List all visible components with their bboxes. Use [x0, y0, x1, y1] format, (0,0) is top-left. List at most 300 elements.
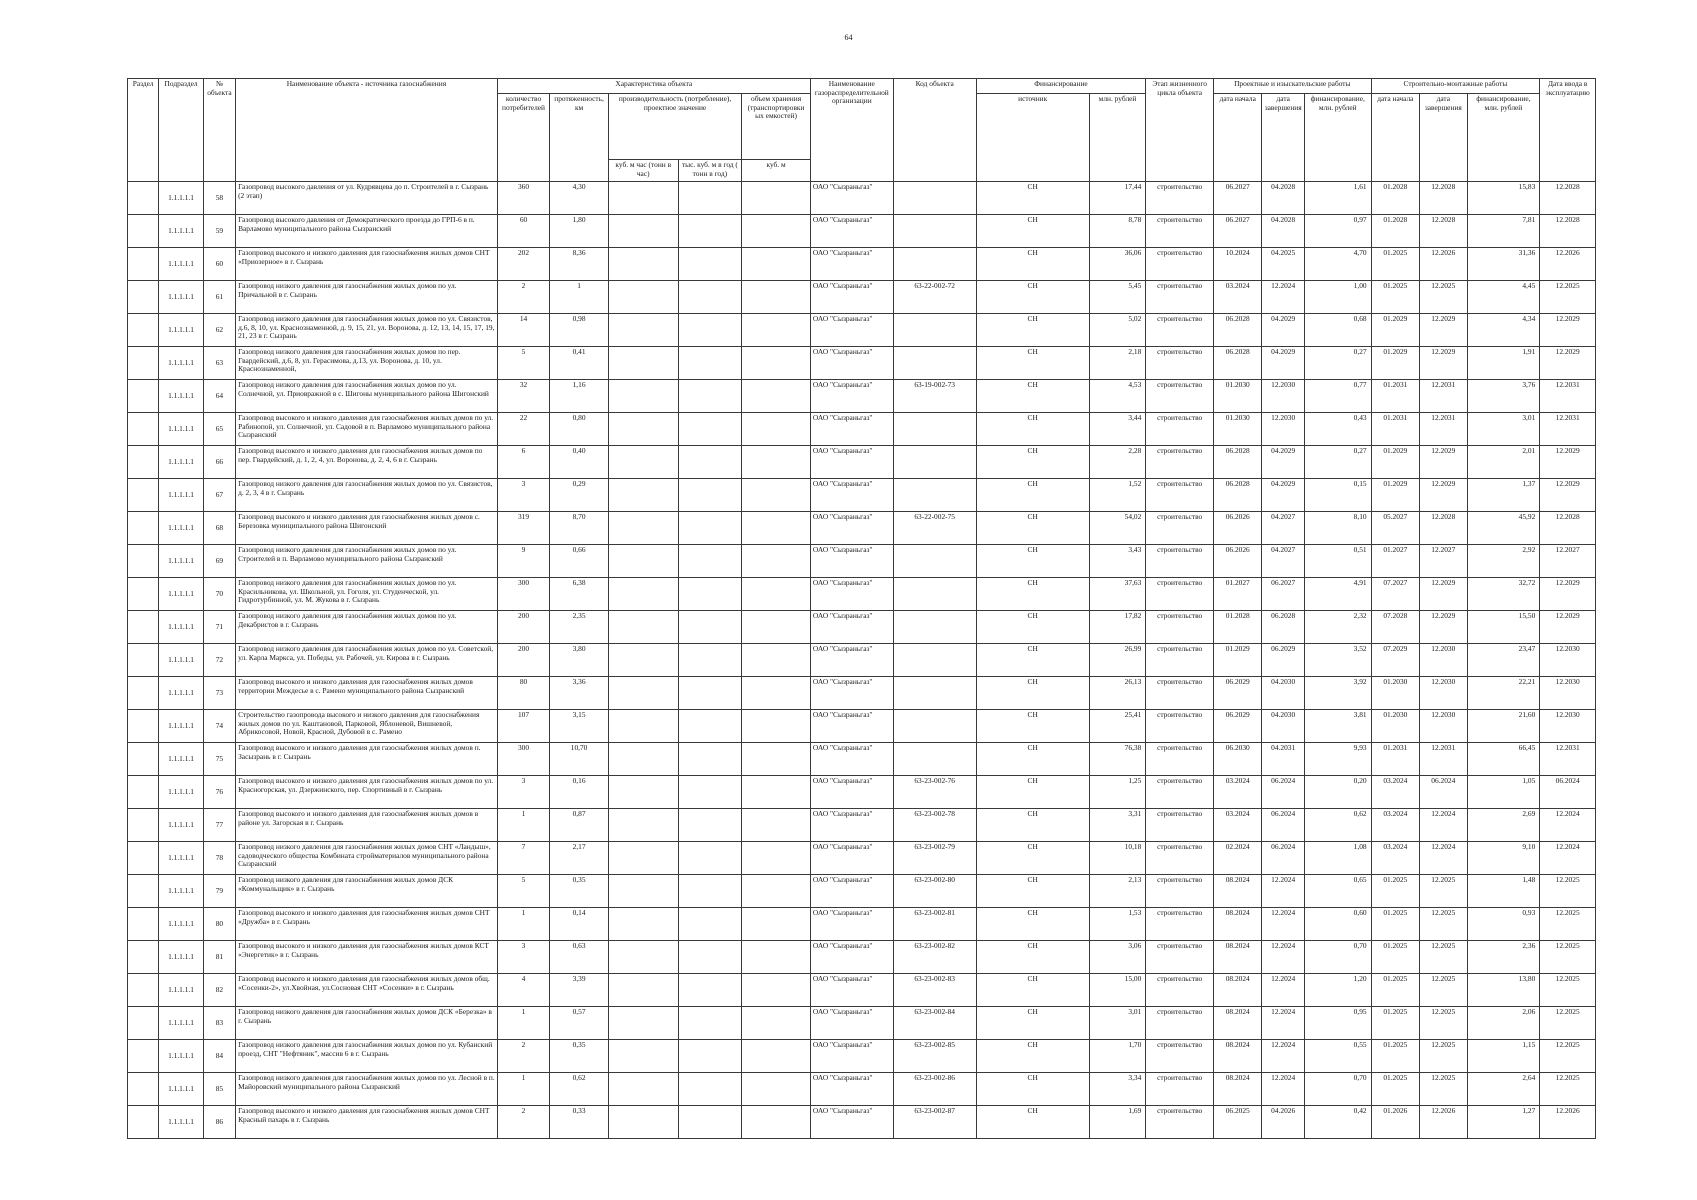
cell-d_fin: 1,08: [1304, 842, 1371, 875]
cell-empty: [128, 644, 159, 677]
cell-mln: 8,78: [1089, 215, 1146, 248]
cell-num: 69: [203, 545, 235, 578]
cell-consumers: 5: [497, 875, 550, 908]
cell-mln: 1,52: [1089, 479, 1146, 512]
cell-consumers: 80: [497, 677, 550, 710]
cell-code: 63-23-002-78: [893, 809, 976, 842]
cell-sub: 1.1.1.1.1: [159, 611, 203, 644]
cell-empty: [742, 974, 811, 1007]
cell-code: 63-23-002-83: [893, 974, 976, 1007]
cell-name: Газопровод высокого и низкого давления для газоснабжения жилых домов КСТ «Энергетик» в г. Сызрань: [236, 941, 498, 974]
cell-d_fin: 3,52: [1304, 644, 1371, 677]
cell-empty: [608, 809, 678, 842]
cell-empty: [128, 611, 159, 644]
cell-name: Строительство газопровода высокого и низкого давления для газоснабжения жилых домов по ул. Каштановой, Парковой, Яблоневой, Вишневой, Абрикосовой, Новой, Красной, Дубовой в с. Рамено: [236, 710, 498, 743]
cell-c_fin: 15,83: [1467, 182, 1540, 215]
cell-c_end: 12.2029: [1420, 446, 1467, 479]
cell-source: СН: [976, 1073, 1089, 1106]
cell-c_start: 03.2024: [1371, 776, 1419, 809]
cell-empty: [608, 182, 678, 215]
cell-length: 0,87: [550, 809, 609, 842]
cell-stage: строительство: [1146, 281, 1214, 314]
cell-num: 82: [203, 974, 235, 1007]
cell-org: ОАО "Сызраньгаз": [810, 776, 893, 809]
cell-num: 76: [203, 776, 235, 809]
cell-sub: 1.1.1.1.1: [159, 974, 203, 1007]
cell-org: ОАО "Сызраньгаз": [810, 908, 893, 941]
cell-code: [893, 347, 976, 380]
cell-c_start: 01.2026: [1371, 1106, 1419, 1139]
cell-num: 70: [203, 578, 235, 611]
cell-stage: строительство: [1146, 710, 1214, 743]
cell-c_end: 12.2026: [1420, 248, 1467, 281]
cell-d_fin: 0,65: [1304, 875, 1371, 908]
cell-source: СН: [976, 578, 1089, 611]
cell-empty: [128, 974, 159, 1007]
cell-empty: [128, 182, 159, 215]
table-row: [128, 677, 1596, 710]
cell-empty: [128, 347, 159, 380]
col-design-end: дата завершения: [1262, 94, 1304, 182]
cell-name: Газопровод низкого давления для газоснабжения жилых домов по ул. Связистов, д.6, 8, 10, ул. Краснознаменной, д. 9, 15, 21, ул. Воронова, д. 12, 13, 14, 15, 17, 19, 21, 23 в г. Сызрань: [236, 314, 498, 347]
cell-source: СН: [976, 974, 1089, 1007]
cell-code: 63-23-002-81: [893, 908, 976, 941]
cell-stage: строительство: [1146, 512, 1214, 545]
table-row: [128, 281, 1596, 314]
cell-empty: [742, 809, 811, 842]
cell-c_fin: 2,36: [1467, 941, 1540, 974]
cell-c_fin: 2,64: [1467, 1073, 1540, 1106]
cell-stage: строительство: [1146, 776, 1214, 809]
cell-c_end: 12.2028: [1420, 182, 1467, 215]
cell-c_start: 01.2028: [1371, 182, 1419, 215]
cell-d_end: 04.2029: [1262, 314, 1304, 347]
cell-stage: строительство: [1146, 446, 1214, 479]
cell-empty: [678, 446, 742, 479]
col-code: Код объекта: [893, 79, 976, 182]
cell-d_end: 12.2030: [1262, 413, 1304, 446]
cell-empty: [128, 446, 159, 479]
cell-commission: 12.2031: [1540, 413, 1596, 446]
cell-mln: 5,02: [1089, 314, 1146, 347]
cell-num: 62: [203, 314, 235, 347]
cell-num: 83: [203, 1007, 235, 1040]
cell-name: Газопровод низкого давления для газоснабжения жилых домов ДСК «Березка» в г. Сызрань: [236, 1007, 498, 1040]
cell-code: [893, 413, 976, 446]
cell-empty: [128, 908, 159, 941]
cell-org: ОАО "Сызраньгаз": [810, 1040, 893, 1073]
cell-empty: [608, 479, 678, 512]
cell-d_fin: 1,00: [1304, 281, 1371, 314]
cell-length: 0,14: [550, 908, 609, 941]
cell-commission: 12.2029: [1540, 347, 1596, 380]
cell-c_start: 01.2025: [1371, 974, 1419, 1007]
cell-d_fin: 2,32: [1304, 611, 1371, 644]
cell-length: 0,40: [550, 446, 609, 479]
cell-empty: [678, 677, 742, 710]
cell-d_end: 06.2024: [1262, 842, 1304, 875]
cell-code: 63-23-002-87: [893, 1106, 976, 1139]
cell-commission: 12.2028: [1540, 182, 1596, 215]
cell-commission: 12.2025: [1540, 941, 1596, 974]
cell-consumers: 1: [497, 1073, 550, 1106]
cell-empty: [742, 644, 811, 677]
cell-org: ОАО "Сызраньгаз": [810, 380, 893, 413]
cell-d_end: 12.2030: [1262, 380, 1304, 413]
cell-c_start: 01.2028: [1371, 215, 1419, 248]
cell-num: 71: [203, 611, 235, 644]
cell-num: 86: [203, 1106, 235, 1139]
cell-mln: 4,53: [1089, 380, 1146, 413]
cell-org: ОАО "Сызраньгаз": [810, 974, 893, 1007]
cell-sub: 1.1.1.1.1: [159, 1106, 203, 1139]
cell-empty: [742, 710, 811, 743]
cell-code: [893, 479, 976, 512]
cell-commission: 12.2031: [1540, 743, 1596, 776]
col-characteristics: Характеристика объекта: [497, 79, 810, 94]
cell-length: 0,33: [550, 1106, 609, 1139]
cell-d_start: 01.2027: [1214, 578, 1262, 611]
cell-d_start: 03.2024: [1214, 809, 1262, 842]
cell-d_fin: 0,97: [1304, 215, 1371, 248]
cell-sub: 1.1.1.1.1: [159, 578, 203, 611]
cell-d_fin: 1,20: [1304, 974, 1371, 1007]
cell-consumers: 1: [497, 908, 550, 941]
cell-c_start: 07.2028: [1371, 611, 1419, 644]
cell-d_end: 04.2027: [1262, 512, 1304, 545]
cell-empty: [742, 941, 811, 974]
cell-d_fin: 0,60: [1304, 908, 1371, 941]
cell-c_end: 12.2029: [1420, 347, 1467, 380]
cell-code: [893, 611, 976, 644]
cell-c_end: 12.2027: [1420, 545, 1467, 578]
cell-consumers: 2: [497, 1040, 550, 1073]
cell-num: 74: [203, 710, 235, 743]
cell-mln: 2,28: [1089, 446, 1146, 479]
cell-d_end: 04.2030: [1262, 710, 1304, 743]
cell-code: [893, 677, 976, 710]
cell-c_start: 01.2027: [1371, 545, 1419, 578]
cell-c_start: 01.2029: [1371, 347, 1419, 380]
cell-empty: [128, 1073, 159, 1106]
cell-commission: 12.2025: [1540, 1073, 1596, 1106]
cell-d_start: 06.2028: [1214, 446, 1262, 479]
cell-sub: 1.1.1.1.1: [159, 1073, 203, 1106]
cell-c_start: 01.2031: [1371, 380, 1419, 413]
cell-d_end: 12.2024: [1262, 281, 1304, 314]
cell-stage: строительство: [1146, 1106, 1214, 1139]
cell-name: Газопровод низкого давления для газоснабжения жилых домов по ул. Солнечной, ул. Приовражной в с. Шигоны муниципального района Шигонский: [236, 380, 498, 413]
cell-sub: 1.1.1.1.1: [159, 248, 203, 281]
cell-stage: строительство: [1146, 347, 1214, 380]
cell-empty: [128, 842, 159, 875]
cell-c_start: 01.2025: [1371, 1073, 1419, 1106]
cell-stage: строительство: [1146, 545, 1214, 578]
cell-empty: [608, 446, 678, 479]
cell-d_fin: 0,70: [1304, 1073, 1371, 1106]
cell-source: СН: [976, 776, 1089, 809]
cell-source: СН: [976, 710, 1089, 743]
cell-empty: [678, 908, 742, 941]
cell-d_end: 04.2029: [1262, 446, 1304, 479]
cell-d_fin: 0,15: [1304, 479, 1371, 512]
cell-sub: 1.1.1.1.1: [159, 182, 203, 215]
cell-commission: 12.2025: [1540, 281, 1596, 314]
cell-consumers: 202: [497, 248, 550, 281]
cell-c_fin: 9,10: [1467, 842, 1540, 875]
cell-empty: [678, 1106, 742, 1139]
cell-name: Газопровод низкого давления для газоснабжения жилых домов по ул. Связистов, д. 2, 3, 4 в г. Сызрань: [236, 479, 498, 512]
cell-empty: [128, 248, 159, 281]
cell-code: [893, 248, 976, 281]
cell-source: СН: [976, 215, 1089, 248]
cell-c_fin: 1,05: [1467, 776, 1540, 809]
cell-d_fin: 0,70: [1304, 941, 1371, 974]
cell-c_start: 03.2024: [1371, 809, 1419, 842]
cell-org: ОАО "Сызраньгаз": [810, 248, 893, 281]
cell-empty: [742, 776, 811, 809]
cell-empty: [742, 908, 811, 941]
cell-name: Газопровод высокого и низкого давления для газоснабжения жилых домов территории Междесье в с. Рамено муниципального района Сызранский: [236, 677, 498, 710]
cell-num: 61: [203, 281, 235, 314]
cell-empty: [678, 281, 742, 314]
cell-c_end: 12.2025: [1420, 875, 1467, 908]
table-row: [128, 248, 1596, 281]
cell-empty: [742, 281, 811, 314]
cell-empty: [608, 1007, 678, 1040]
cell-empty: [608, 677, 678, 710]
cell-length: 3,80: [550, 644, 609, 677]
cell-commission: 12.2025: [1540, 1007, 1596, 1040]
cell-stage: строительство: [1146, 644, 1214, 677]
cell-c_fin: 4,45: [1467, 281, 1540, 314]
cell-empty: [678, 347, 742, 380]
cell-sub: 1.1.1.1.1: [159, 215, 203, 248]
cell-d_end: 04.2027: [1262, 545, 1304, 578]
table-row: [128, 974, 1596, 1007]
table-row: [128, 644, 1596, 677]
cell-consumers: 1: [497, 809, 550, 842]
cell-commission: 12.2029: [1540, 611, 1596, 644]
cell-c_end: 12.2024: [1420, 842, 1467, 875]
cell-empty: [608, 1106, 678, 1139]
cell-mln: 2,13: [1089, 875, 1146, 908]
cell-org: ОАО "Сызраньгаз": [810, 182, 893, 215]
cell-consumers: 5: [497, 347, 550, 380]
cell-d_fin: 0,20: [1304, 776, 1371, 809]
cell-num: 63: [203, 347, 235, 380]
cell-d_end: 12.2024: [1262, 1007, 1304, 1040]
cell-d_start: 06.2028: [1214, 479, 1262, 512]
cell-empty: [608, 611, 678, 644]
cell-consumers: 319: [497, 512, 550, 545]
cell-empty: [128, 941, 159, 974]
cell-d_start: 08.2024: [1214, 1040, 1262, 1073]
cell-empty: [608, 644, 678, 677]
cell-commission: 12.2025: [1540, 974, 1596, 1007]
cell-consumers: 22: [497, 413, 550, 446]
table-row: [128, 875, 1596, 908]
table-row: [128, 710, 1596, 743]
cell-empty: [128, 875, 159, 908]
cell-stage: строительство: [1146, 941, 1214, 974]
cell-source: СН: [976, 743, 1089, 776]
cell-code: 63-22-002-75: [893, 512, 976, 545]
cell-consumers: 107: [497, 710, 550, 743]
cell-d_end: 12.2024: [1262, 1073, 1304, 1106]
cell-mln: 15,00: [1089, 974, 1146, 1007]
cell-source: СН: [976, 182, 1089, 215]
cell-d_start: 10.2024: [1214, 248, 1262, 281]
cell-code: 63-23-002-84: [893, 1007, 976, 1040]
cell-c_start: 01.2029: [1371, 446, 1419, 479]
cell-d_start: 06.2029: [1214, 677, 1262, 710]
col-capacity: производительность (потребление), проектное значение: [608, 94, 741, 160]
cell-commission: 12.2029: [1540, 314, 1596, 347]
cell-c_fin: 0,93: [1467, 908, 1540, 941]
cell-empty: [128, 776, 159, 809]
cell-c_fin: 1,48: [1467, 875, 1540, 908]
cell-mln: 54,02: [1089, 512, 1146, 545]
cell-c_start: 01.2025: [1371, 1007, 1419, 1040]
cell-num: 75: [203, 743, 235, 776]
cell-sub: 1.1.1.1.1: [159, 413, 203, 446]
cell-c_fin: 7,81: [1467, 215, 1540, 248]
table-row: [128, 215, 1596, 248]
cell-org: ОАО "Сызраньгаз": [810, 413, 893, 446]
cell-commission: 12.2025: [1540, 875, 1596, 908]
cell-source: СН: [976, 644, 1089, 677]
cell-org: ОАО "Сызраньгаз": [810, 512, 893, 545]
cell-commission: 12.2028: [1540, 215, 1596, 248]
table-row: [128, 1073, 1596, 1106]
cell-empty: [128, 413, 159, 446]
cell-c_start: 07.2029: [1371, 644, 1419, 677]
cell-c_fin: 66,45: [1467, 743, 1540, 776]
cell-org: ОАО "Сызраньгаз": [810, 446, 893, 479]
cell-mln: 3,31: [1089, 809, 1146, 842]
cell-mln: 1,53: [1089, 908, 1146, 941]
cell-c_fin: 2,69: [1467, 809, 1540, 842]
cell-d_fin: 0,51: [1304, 545, 1371, 578]
cell-source: СН: [976, 479, 1089, 512]
cell-empty: [742, 1106, 811, 1139]
table-row: [128, 512, 1596, 545]
cell-d_start: 06.2027: [1214, 182, 1262, 215]
cell-source: СН: [976, 908, 1089, 941]
cell-d_start: 08.2024: [1214, 875, 1262, 908]
cell-empty: [678, 479, 742, 512]
cell-empty: [678, 545, 742, 578]
cell-d_fin: 8,10: [1304, 512, 1371, 545]
cell-consumers: 2: [497, 1106, 550, 1139]
cell-mln: 3,01: [1089, 1007, 1146, 1040]
cell-stage: строительство: [1146, 809, 1214, 842]
cell-mln: 26,99: [1089, 644, 1146, 677]
cell-name: Газопровод высокого давления от Демократического проезда до ГРП-6 в п. Варламово муниципального района Сызранский: [236, 215, 498, 248]
cell-empty: [742, 677, 811, 710]
cell-d_fin: 9,93: [1304, 743, 1371, 776]
cell-source: СН: [976, 842, 1089, 875]
cell-d_start: 06.2026: [1214, 512, 1262, 545]
cell-d_end: 04.2030: [1262, 677, 1304, 710]
cell-empty: [608, 1073, 678, 1106]
col-design-fin: финансирование, млн. рублей: [1304, 94, 1371, 182]
cell-empty: [742, 512, 811, 545]
cell-sub: 1.1.1.1.1: [159, 743, 203, 776]
cell-empty: [128, 545, 159, 578]
cell-empty: [678, 1007, 742, 1040]
cell-num: 60: [203, 248, 235, 281]
cell-source: СН: [976, 1106, 1089, 1139]
cell-empty: [128, 677, 159, 710]
cell-empty: [742, 479, 811, 512]
cell-stage: строительство: [1146, 1007, 1214, 1040]
cell-c_fin: 1,15: [1467, 1040, 1540, 1073]
cell-org: ОАО "Сызраньгаз": [810, 611, 893, 644]
cell-d_fin: 0,95: [1304, 1007, 1371, 1040]
cell-empty: [678, 809, 742, 842]
cell-empty: [678, 611, 742, 644]
cell-empty: [678, 941, 742, 974]
col-mln: млн. рублей: [1089, 94, 1146, 182]
col-constr-fin: финансирование, млн. рублей: [1467, 94, 1540, 182]
cell-empty: [608, 875, 678, 908]
cell-c_end: 12.2025: [1420, 1007, 1467, 1040]
cell-name: Газопровод высокого и низкого давления для газоснабжения жилых домов СНТ «Дружба» в г. Сызрань: [236, 908, 498, 941]
col-constr-start: дата начала: [1371, 94, 1419, 182]
cell-c_end: 12.2026: [1420, 1106, 1467, 1139]
gas-objects-table: [127, 78, 1596, 1139]
cell-name: Газопровод высокого давления от ул. Кудрявцева до п. Строителей в г. Сызрань (2 этап): [236, 182, 498, 215]
cell-empty: [742, 413, 811, 446]
cell-empty: [742, 182, 811, 215]
cell-commission: 12.2029: [1540, 578, 1596, 611]
cell-c_start: 01.2029: [1371, 314, 1419, 347]
cell-c_end: 12.2031: [1420, 413, 1467, 446]
table-row: [128, 1040, 1596, 1073]
cell-length: 0,98: [550, 314, 609, 347]
cell-code: [893, 314, 976, 347]
cell-length: 1: [550, 281, 609, 314]
col-razdel: Раздел: [128, 79, 159, 182]
cell-empty: [128, 743, 159, 776]
cell-stage: строительство: [1146, 215, 1214, 248]
cell-d_end: 04.2025: [1262, 248, 1304, 281]
cell-code: [893, 215, 976, 248]
cell-empty: [128, 512, 159, 545]
cell-c_fin: 4,34: [1467, 314, 1540, 347]
cell-length: 0,35: [550, 875, 609, 908]
cell-code: [893, 710, 976, 743]
cell-c_fin: 3,76: [1467, 380, 1540, 413]
cell-d_end: 04.2028: [1262, 182, 1304, 215]
cell-empty: [608, 281, 678, 314]
cell-mln: 1,25: [1089, 776, 1146, 809]
cell-org: ОАО "Сызраньгаз": [810, 1106, 893, 1139]
cell-name: Газопровод низкого давления для газоснабжения жилых домов по ул. Красильникова, ул. Школьной, ул. Гоголя, ул. Студенческой, ул. Гидротурбинной, ул. М. Жукова в г. Сызрань: [236, 578, 498, 611]
cell-d_fin: 0,27: [1304, 347, 1371, 380]
cell-c_start: 03.2024: [1371, 842, 1419, 875]
cell-c_end: 12.2031: [1420, 380, 1467, 413]
cell-stage: строительство: [1146, 182, 1214, 215]
cell-empty: [128, 1007, 159, 1040]
cell-code: 63-19-002-73: [893, 380, 976, 413]
cell-commission: 12.2030: [1540, 710, 1596, 743]
cell-c_fin: 13,80: [1467, 974, 1540, 1007]
cell-c_start: 01.2025: [1371, 281, 1419, 314]
cell-commission: 12.2028: [1540, 512, 1596, 545]
